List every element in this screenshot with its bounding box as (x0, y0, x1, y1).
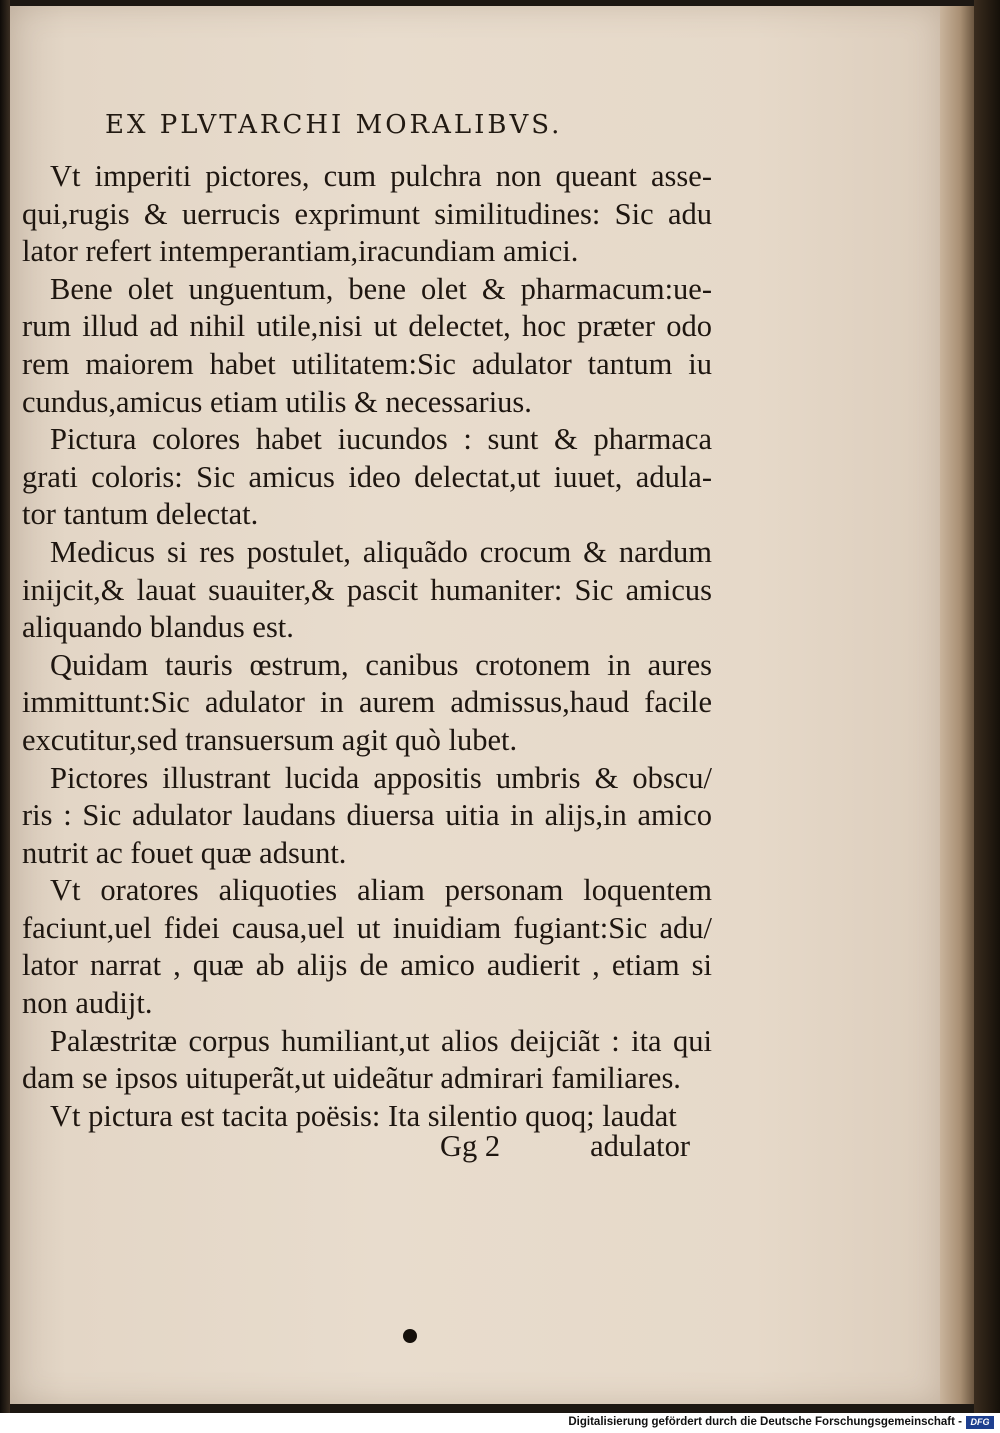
catchword: adulator (590, 1129, 690, 1163)
text-line: inijcit,& lauat suauiter,& pascit humaniter: Sic amicus (22, 572, 712, 607)
text-line: Vt pictura est tacita poësis: Ita silentio quoq; laudat (50, 1098, 677, 1133)
text-line: nutrit ac fouet quæ adsunt. (22, 835, 347, 870)
signature-mark: Gg 2 (440, 1129, 501, 1163)
text-line: Vt oratores aliquoties aliam personam loquentem (50, 873, 712, 908)
text-line: lator narrat , quæ ab alijs de amico audierit , etiam si (22, 948, 712, 983)
text-line: Vt imperiti pictores, cum pulchra non queant asse- (50, 159, 712, 193)
text-line: Medicus si res postulet, aliquãdo crocum & nardum (50, 534, 712, 569)
text-line: cundus,amicus etiam utilis & necessarius. (22, 384, 532, 419)
text-line: non audijt. (22, 986, 153, 1021)
text-line: faciunt,uel fidei causa,uel ut inuidiam fugiant:Sic adu/ (22, 910, 712, 945)
binding-shadow (0, 0, 10, 1413)
funding-credit: Digitalisierung gefördert durch die Deutsche Forschungsgemeinschaft - (568, 1416, 962, 1428)
text-line: ris : Sic adulator laudans diuersa uitia in alijs,in amico (22, 798, 712, 833)
page-footer-marks (22, 1129, 712, 1169)
text-line: dam se ipsos uituperãt,ut uideãtur admirari familiares. (22, 1061, 681, 1096)
text-line: rem maiorem habet utilitatem:Sic adulator tantum iu (22, 346, 712, 381)
book-cover-edge (974, 0, 1000, 1413)
text-line: Palæstritæ corpus humiliant,ut alios deijciãt : ita qui (50, 1023, 712, 1058)
text-line: rum illud ad nihil utile,nisi ut delectet, hoc præter odo (22, 309, 712, 344)
running-head: EX PLVTARCHI MORALIBVS. (105, 110, 563, 140)
text-line: Bene olet unguentum, bene olet & pharmacum:ue- (50, 271, 712, 306)
text-line: lator refert intemperantiam,iracundiam amici. (22, 234, 579, 269)
text-line: tor tantum delectat. (22, 497, 259, 532)
text-line: Quidam tauris œstrum, canibus crotonem in aures (50, 647, 712, 682)
digitization-footer (0, 1413, 1000, 1433)
body-text (22, 158, 712, 1135)
book-page (10, 6, 940, 1404)
text-line: immittunt:Sic adulator in aurem admissus,haud facile (22, 685, 712, 720)
dfg-logo: DFG (966, 1416, 994, 1429)
text-line: grati coloris: Sic amicus ideo delectat,ut iuuet, adula- (22, 459, 712, 494)
text-line: qui,rugis & uerrucis exprimunt similitudines: Sic adu (22, 196, 712, 231)
ink-dot (403, 1329, 417, 1343)
page-fore-edge (940, 6, 974, 1404)
text-line: Pictura colores habet iucundos : sunt & pharmaca (50, 422, 712, 457)
text-line: Pictores illustrant lucida appositis umbris & obscu/ (50, 760, 712, 795)
text-line: aliquando blandus est. (22, 610, 294, 645)
text-line: excutitur,sed transuersum agit quò lubet. (22, 722, 518, 757)
